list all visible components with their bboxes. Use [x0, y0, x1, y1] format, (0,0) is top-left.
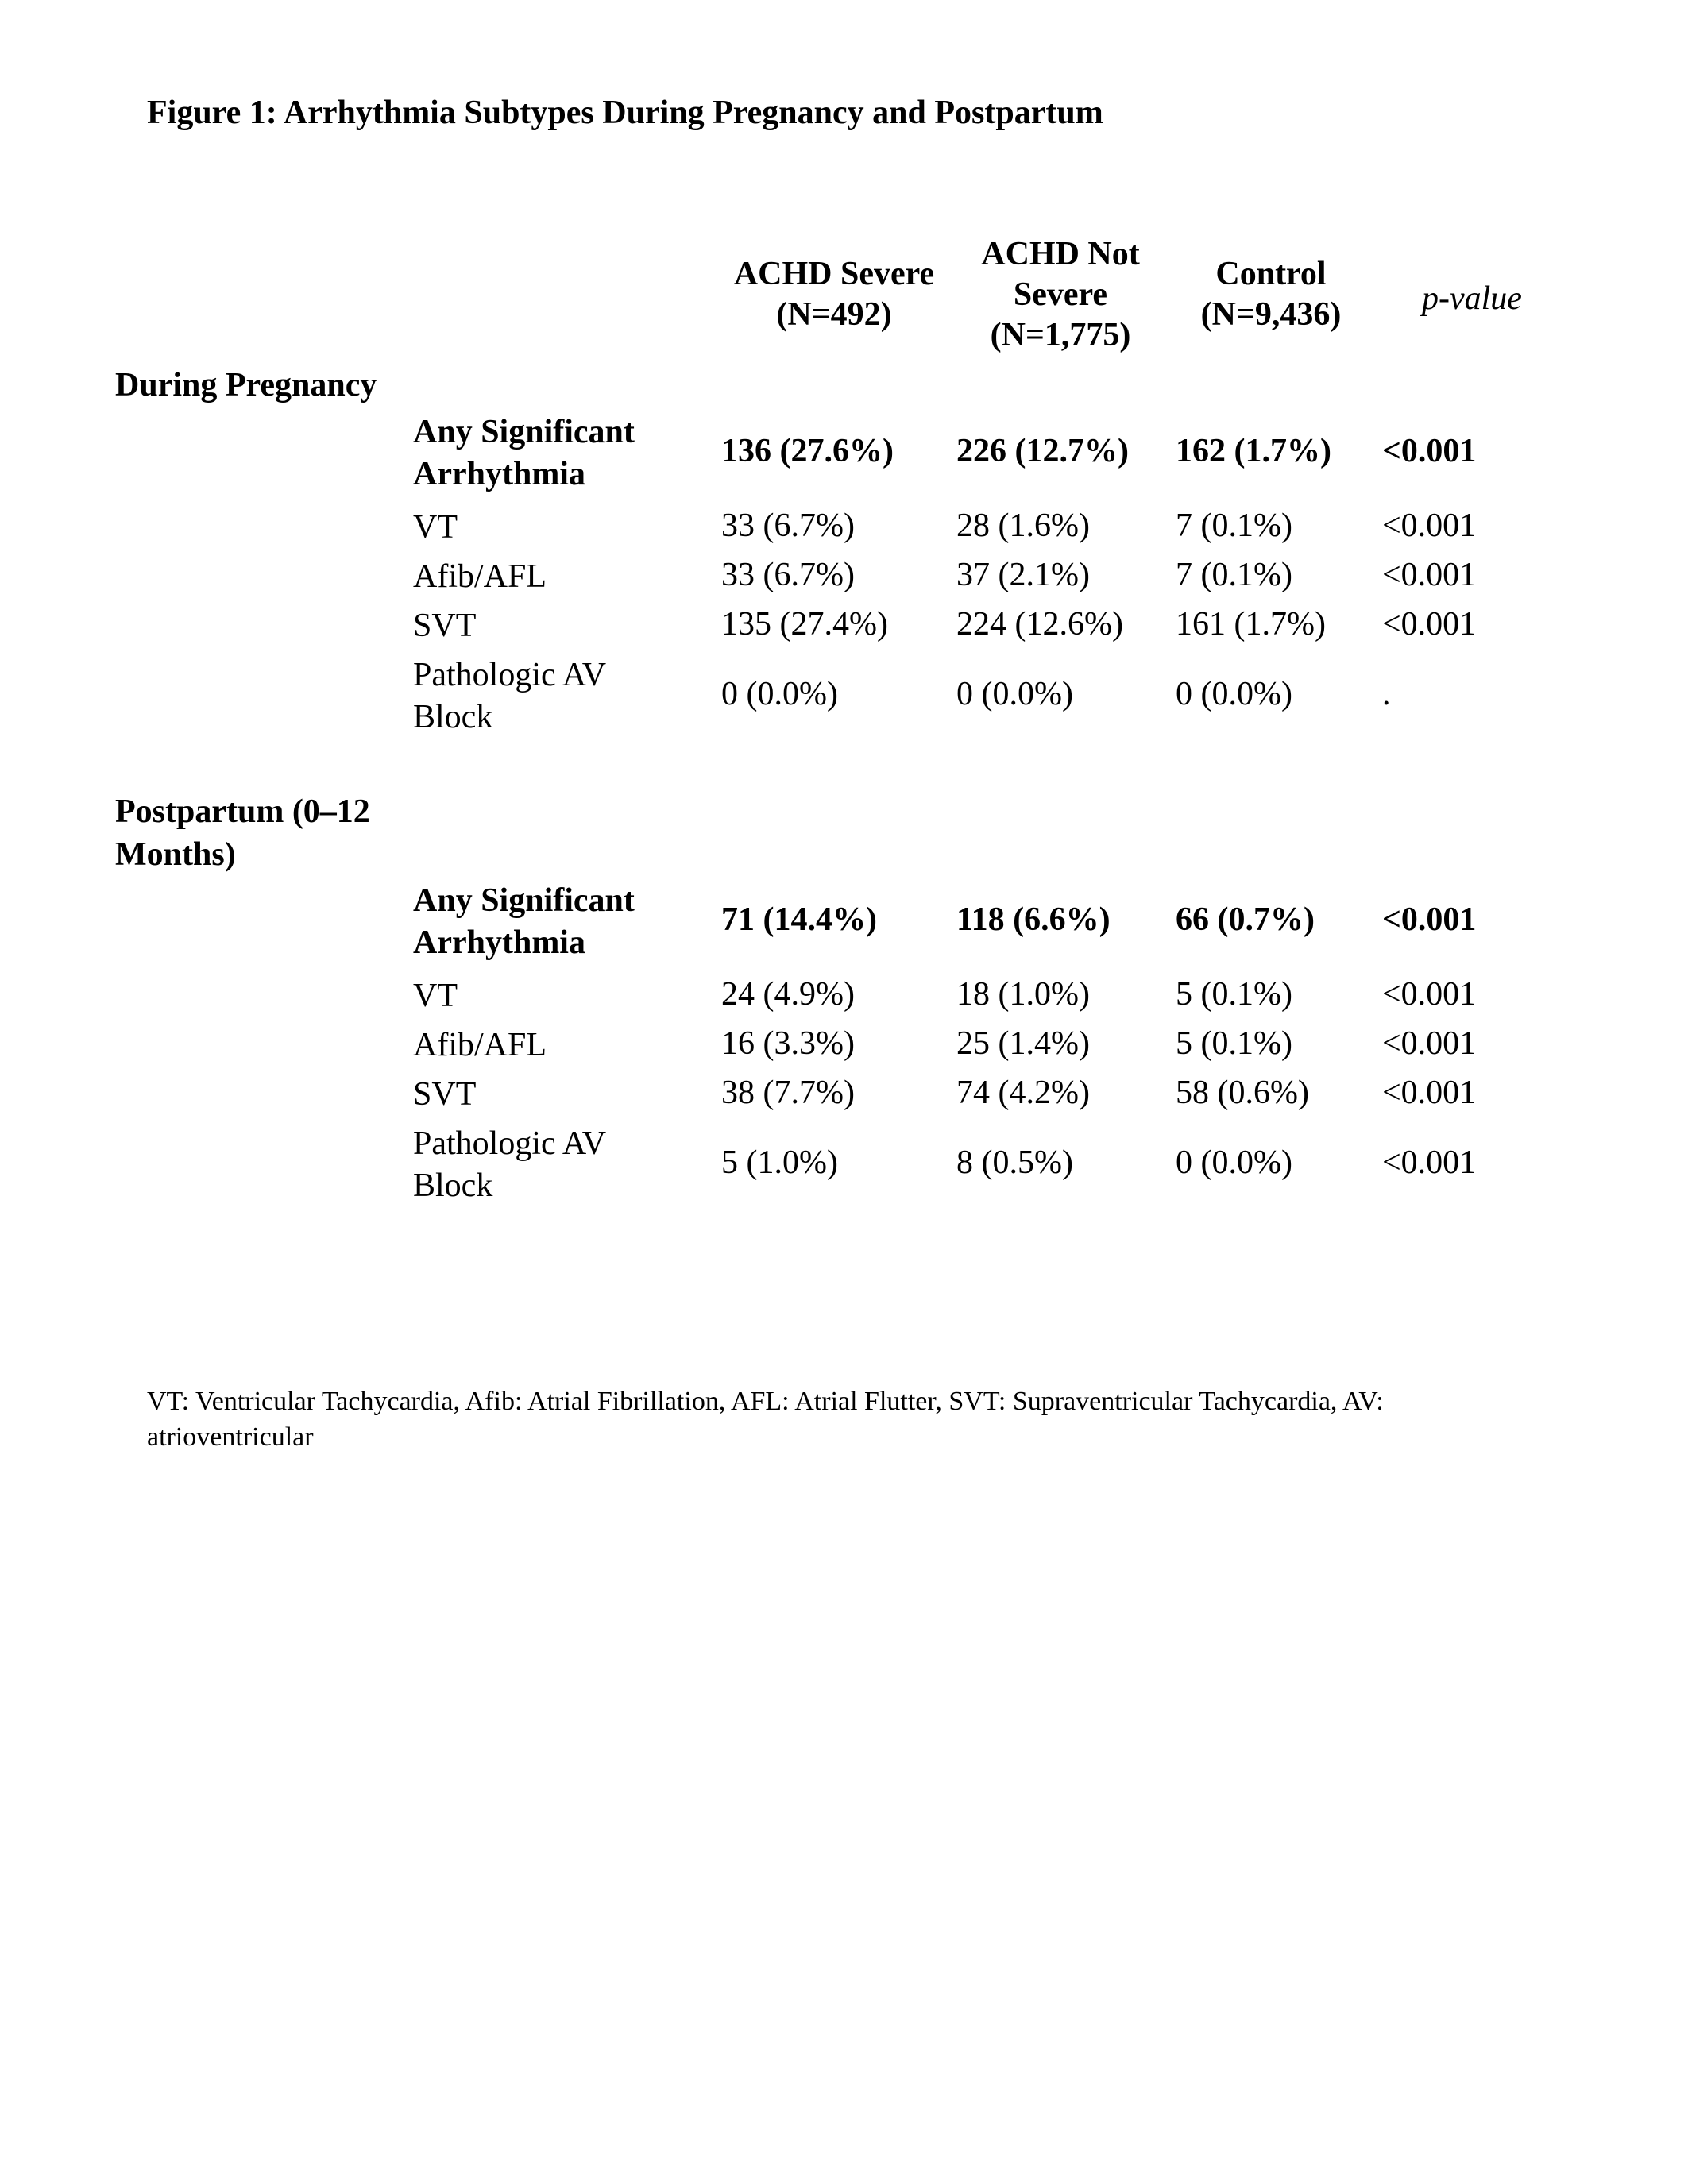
cell-control: 0 (0.0%) — [1176, 676, 1292, 712]
cell-control: 161 (1.7%) — [1176, 606, 1326, 642]
cell-p-value: . — [1382, 676, 1391, 712]
row-label: Afib/AFL — [413, 558, 547, 595]
cell-not-severe: 37 (2.1%) — [956, 557, 1090, 593]
row-label: VT — [413, 509, 458, 546]
row-label: Afib/AFL — [413, 1027, 547, 1063]
cell-p-value: <0.001 — [1382, 1144, 1477, 1181]
cell-p-value: <0.001 — [1382, 1075, 1477, 1111]
cell-p-value: <0.001 — [1382, 507, 1477, 544]
cell-severe: 16 (3.3%) — [721, 1025, 855, 1062]
cell-severe: 33 (6.7%) — [721, 557, 855, 593]
cell-control: 58 (0.6%) — [1176, 1075, 1309, 1111]
cell-not-severe: 8 (0.5%) — [956, 1144, 1073, 1181]
row-label: SVT — [413, 608, 477, 644]
cell-control: 7 (0.1%) — [1176, 557, 1292, 593]
cell-not-severe: 224 (12.6%) — [956, 606, 1123, 642]
row-label: Pathologic AV Block — [413, 657, 607, 735]
cell-p-value: <0.001 — [1382, 606, 1477, 642]
cell-not-severe: 18 (1.0%) — [956, 976, 1090, 1013]
cell-control: 162 (1.7%) — [1176, 433, 1331, 469]
section-postpartum: Postpartum (0–12 Months) — [115, 793, 370, 873]
footnote: VT: Ventricular Tachycardia, Afib: Atrial Fibrillation, AFL: Atrial Flutter, SVT: Supraventricular Tachycardia, AV: atrioventricular — [147, 1387, 1384, 1452]
header-achd-not-severe: ACHD Not Severe (N=1,775) — [981, 236, 1140, 353]
header-p-value: p-value — [1422, 280, 1522, 317]
row-label: VT — [413, 978, 458, 1014]
cell-severe: 136 (27.6%) — [721, 433, 894, 469]
cell-not-severe: 74 (4.2%) — [956, 1075, 1090, 1111]
row-label: Pathologic AV Block — [413, 1125, 607, 1204]
cell-not-severe: 226 (12.7%) — [956, 433, 1129, 469]
cell-control: 5 (0.1%) — [1176, 1025, 1292, 1062]
cell-severe: 135 (27.4%) — [721, 606, 888, 642]
cell-not-severe: 0 (0.0%) — [956, 676, 1073, 712]
row-label: SVT — [413, 1076, 477, 1113]
cell-control: 5 (0.1%) — [1176, 976, 1292, 1013]
row-label: Any Significant Arrhythmia — [413, 882, 635, 961]
cell-not-severe: 28 (1.6%) — [956, 507, 1090, 544]
cell-severe: 0 (0.0%) — [721, 676, 838, 712]
cell-p-value: <0.001 — [1382, 901, 1477, 938]
figure-title: Figure 1: Arrhythmia Subtypes During Pregnancy and Postpartum — [147, 95, 1103, 131]
cell-severe: 33 (6.7%) — [721, 507, 855, 544]
cell-severe: 5 (1.0%) — [721, 1144, 838, 1181]
cell-p-value: <0.001 — [1382, 1025, 1477, 1062]
header-control: Control (N=9,436) — [1200, 256, 1342, 333]
cell-severe: 71 (14.4%) — [721, 901, 877, 938]
cell-severe: 38 (7.7%) — [721, 1075, 855, 1111]
cell-control: 66 (0.7%) — [1176, 901, 1315, 938]
section-during-pregnancy: During Pregnancy — [115, 367, 377, 403]
cell-p-value: <0.001 — [1382, 976, 1477, 1013]
cell-control: 7 (0.1%) — [1176, 507, 1292, 544]
header-achd-severe: ACHD Severe (N=492) — [733, 256, 935, 333]
cell-not-severe: 118 (6.6%) — [956, 901, 1111, 938]
cell-severe: 24 (4.9%) — [721, 976, 855, 1013]
cell-control: 0 (0.0%) — [1176, 1144, 1292, 1181]
cell-p-value: <0.001 — [1382, 433, 1477, 469]
cell-p-value: <0.001 — [1382, 557, 1477, 593]
row-label: Any Significant Arrhythmia — [413, 414, 635, 492]
cell-not-severe: 25 (1.4%) — [956, 1025, 1090, 1062]
